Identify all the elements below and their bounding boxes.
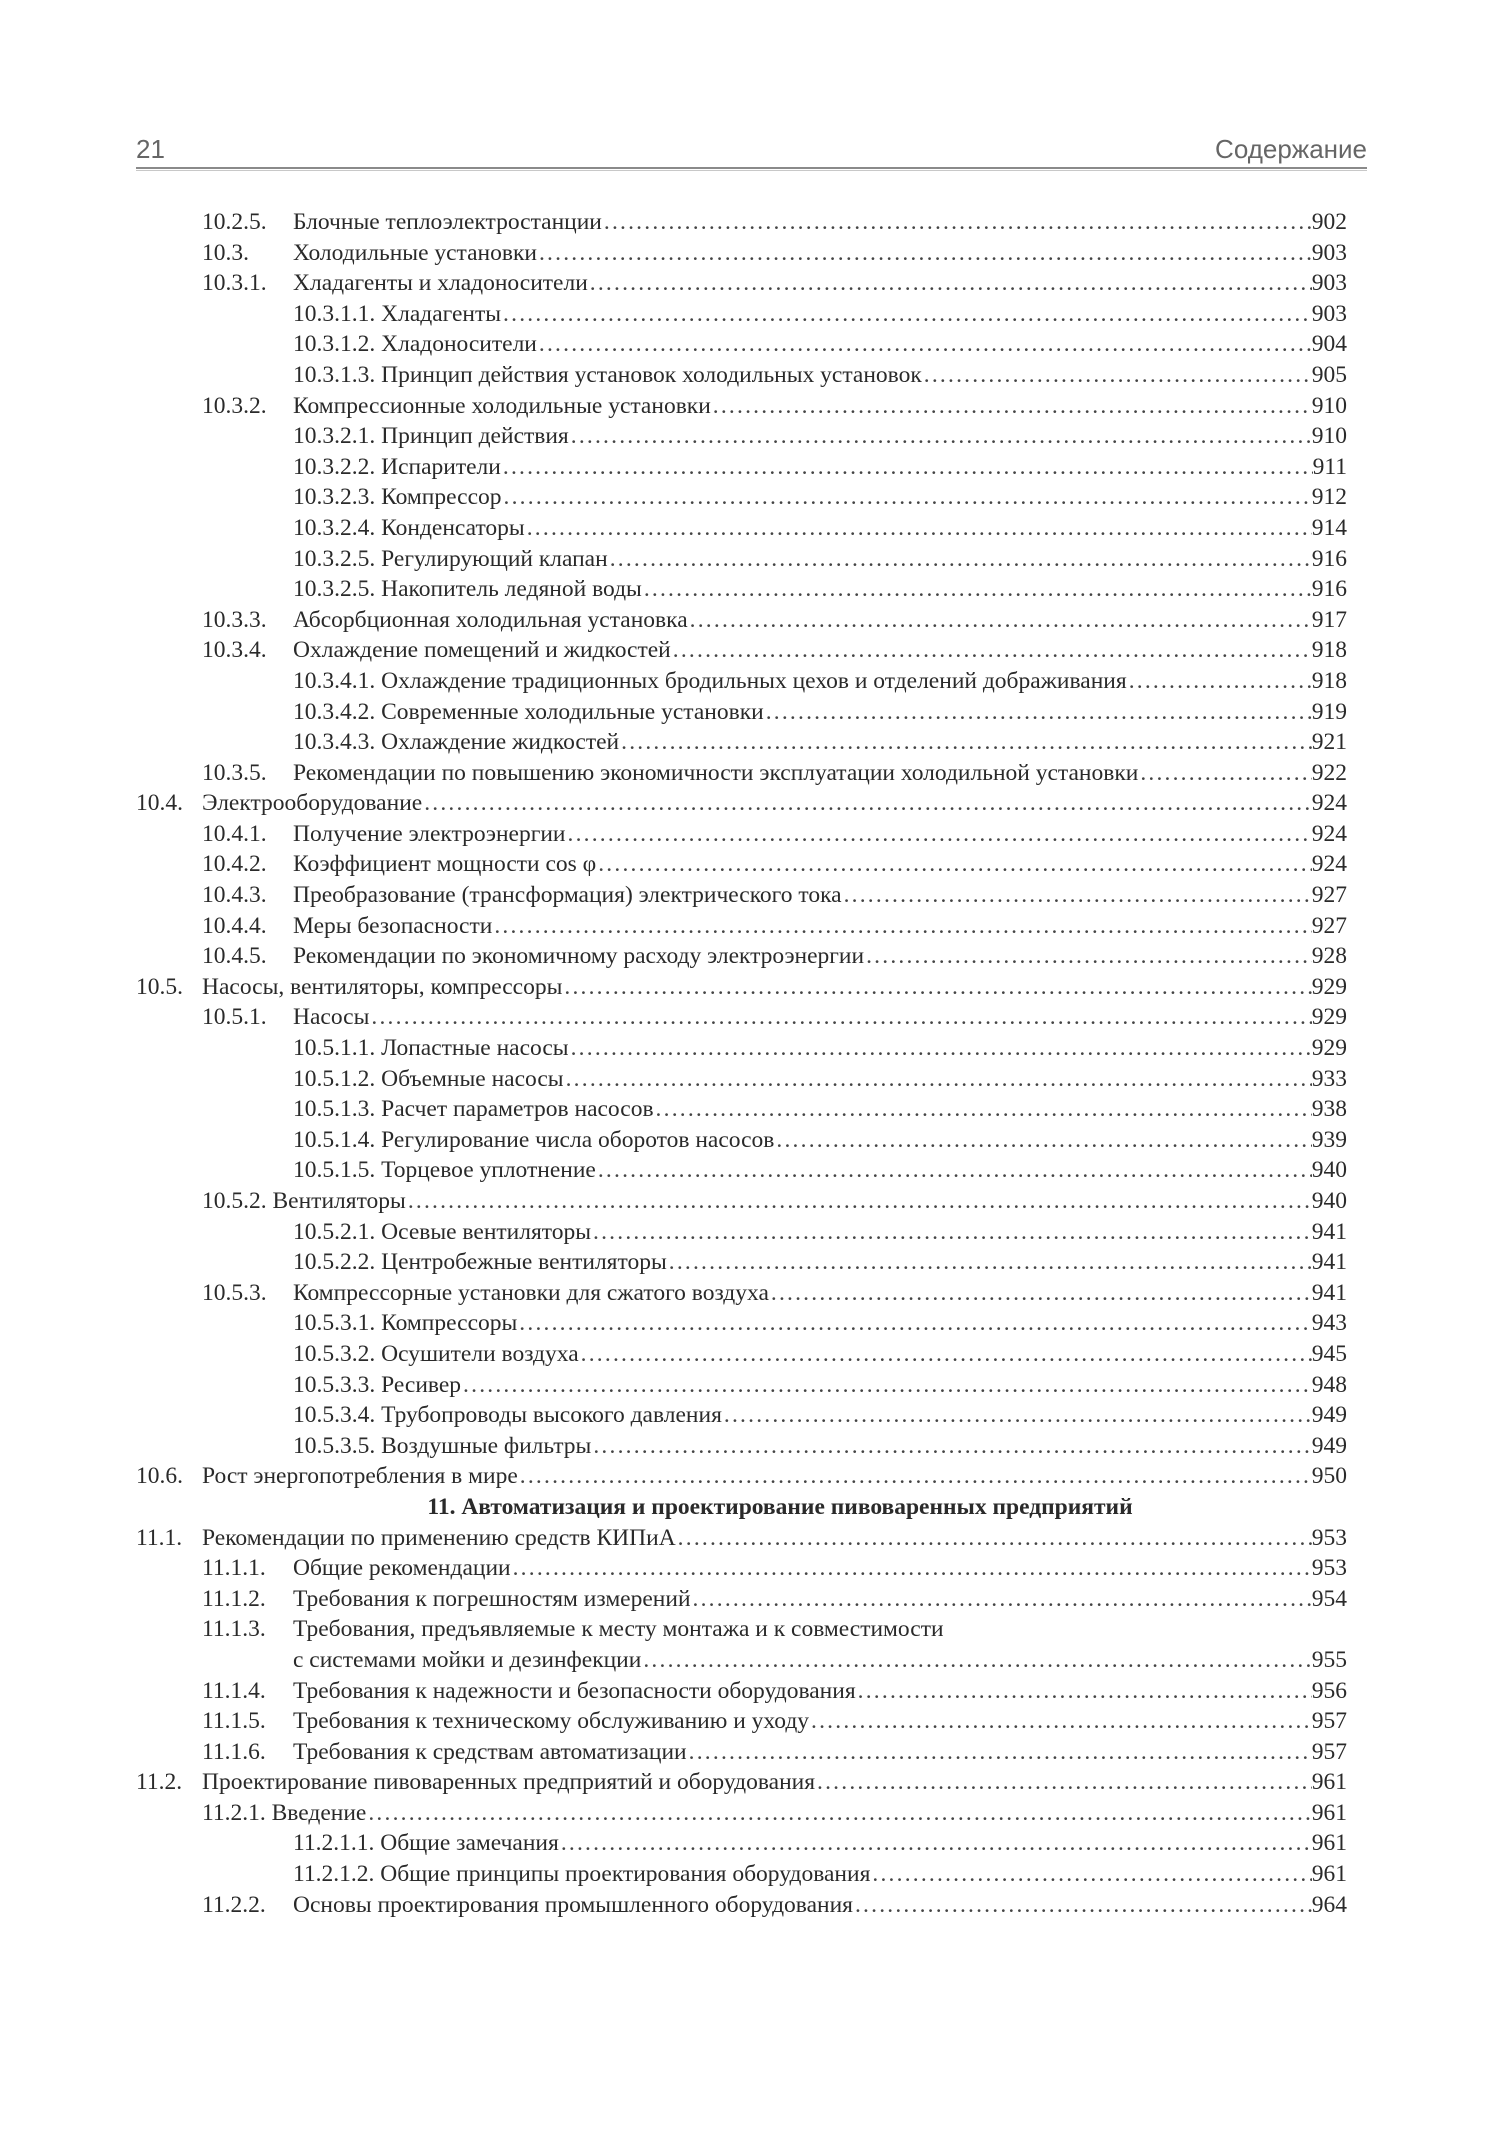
entry-number: 11.1.2. xyxy=(202,1585,266,1612)
toc-entry[interactable] xyxy=(0,635,1500,666)
entry-page-number: 961 xyxy=(1311,1769,1347,1796)
entry-title: 10.5.1.1. Лопастные насосы xyxy=(293,1035,569,1062)
toc-entry[interactable] xyxy=(0,1645,1500,1676)
dot-leader xyxy=(1138,758,1311,789)
entry-title: Требования к погрешностям измерений xyxy=(293,1585,691,1612)
dot-leader xyxy=(667,1247,1312,1278)
dot-leader xyxy=(1127,666,1312,697)
entry-title: Общие рекомендации xyxy=(293,1555,511,1582)
entry-title: 10.3.2.2. Испарители xyxy=(293,453,501,480)
dot-leader xyxy=(511,1553,1312,1584)
entry-page-number: 961 xyxy=(1311,1861,1347,1888)
dot-leader xyxy=(562,972,1311,1003)
dot-leader xyxy=(688,605,1312,636)
toc-entry[interactable] xyxy=(0,391,1500,422)
entry-page-number: 933 xyxy=(1311,1065,1347,1092)
entry-number: 10.4.1. xyxy=(202,820,267,847)
table-of-contents xyxy=(0,207,1500,1920)
toc-entry[interactable] xyxy=(0,544,1500,575)
entry-page-number: 949 xyxy=(1311,1432,1347,1459)
toc-entry[interactable] xyxy=(0,1370,1500,1401)
toc-entry[interactable] xyxy=(0,1737,1500,1768)
entry-page-number: 910 xyxy=(1311,423,1347,450)
toc-entry[interactable] xyxy=(0,482,1500,513)
toc-entry[interactable] xyxy=(0,911,1500,942)
entry-number: 10.4.2. xyxy=(202,851,267,878)
entry-page-number: 929 xyxy=(1311,973,1347,1000)
entry-title: Преобразование (трансформация) электрического тока xyxy=(293,882,842,909)
entry-title: 10.3.4.3. Охлаждение жидкостей xyxy=(293,729,620,756)
toc-entry[interactable] xyxy=(0,1890,1500,1921)
toc-entry[interactable] xyxy=(0,1186,1500,1217)
entry-title: 10.3.2.1. Принцип действия xyxy=(293,423,569,450)
dot-leader xyxy=(608,544,1312,575)
entry-title: 10.3.4.1. Охлаждение традиционных бродильных цехов и отделений дображивания xyxy=(293,667,1127,694)
dot-leader xyxy=(406,1186,1312,1217)
entry-title: 10.3.1.2. Хладоносители xyxy=(293,331,537,358)
entry-page-number: 943 xyxy=(1311,1310,1347,1337)
entry-number: 11.1.5. xyxy=(202,1708,266,1735)
running-title: Содержание xyxy=(1215,134,1367,164)
entry-page-number: 938 xyxy=(1311,1096,1347,1123)
dot-leader xyxy=(566,819,1312,850)
dot-leader xyxy=(864,941,1312,972)
entry-title: 11.2.1.2. Общие принципы проектирования оборудования xyxy=(293,1861,871,1888)
entry-page-number: 957 xyxy=(1311,1708,1347,1735)
dot-leader xyxy=(525,513,1312,544)
entry-page-number: 918 xyxy=(1311,667,1347,694)
toc-entry[interactable] xyxy=(0,972,1500,1003)
entry-page-number: 949 xyxy=(1311,1402,1347,1429)
dot-leader xyxy=(691,1584,1312,1615)
page-number: 21 xyxy=(136,134,165,164)
dot-leader xyxy=(870,1859,1311,1890)
toc-entry[interactable] xyxy=(0,758,1500,789)
toc-entry[interactable] xyxy=(0,1064,1500,1095)
toc-entry[interactable] xyxy=(0,1155,1500,1186)
entry-title: Компрессорные установки для сжатого воздуха xyxy=(293,1279,769,1306)
dot-leader xyxy=(501,452,1313,483)
dot-leader xyxy=(764,697,1312,728)
toc-entry[interactable] xyxy=(0,666,1500,697)
entry-page-number: 903 xyxy=(1311,300,1347,327)
dot-leader xyxy=(676,1523,1312,1554)
entry-title: Коэффициент мощности cos φ xyxy=(293,851,597,878)
header-rule xyxy=(136,167,1367,171)
entry-number: 10.5.1. xyxy=(202,1004,267,1031)
toc-entry[interactable] xyxy=(0,819,1500,850)
dot-leader xyxy=(769,1278,1312,1309)
toc-entry[interactable] xyxy=(0,1859,1500,1890)
dot-leader xyxy=(642,574,1312,605)
dot-leader xyxy=(537,329,1312,360)
entry-page-number: 940 xyxy=(1311,1157,1347,1184)
entry-title: 10.3.2.5. Регулирующий клапан xyxy=(293,545,608,572)
entry-title: 11.2.1.1. Общие замечания xyxy=(293,1830,559,1857)
entry-page-number: 905 xyxy=(1311,361,1347,388)
dot-leader xyxy=(559,1828,1312,1859)
entry-title: 10.5.2. Вентиляторы xyxy=(202,1188,406,1214)
toc-entry[interactable] xyxy=(0,268,1500,299)
entry-page-number: 918 xyxy=(1311,637,1347,664)
entry-page-number: 916 xyxy=(1311,545,1347,572)
entry-title: Основы проектирования промышленного оборудования xyxy=(293,1891,853,1918)
entry-title: 10.3.1.3. Принцип действия установок холодильных установок xyxy=(293,361,922,388)
toc-entry[interactable] xyxy=(0,1706,1500,1737)
entry-title: 10.5.1.3. Расчет параметров насосов xyxy=(293,1096,654,1123)
dot-leader xyxy=(687,1737,1312,1768)
entry-page-number: 929 xyxy=(1311,1004,1347,1031)
dot-leader xyxy=(501,299,1312,330)
toc-entry[interactable] xyxy=(0,360,1500,391)
entry-number: 10.4.3. xyxy=(202,882,267,909)
toc-entry[interactable] xyxy=(0,329,1500,360)
dot-leader xyxy=(722,1400,1312,1431)
dot-leader xyxy=(366,1798,1311,1829)
toc-entry[interactable] xyxy=(0,1339,1500,1370)
dot-leader xyxy=(518,1461,1312,1492)
dot-leader xyxy=(569,421,1312,452)
entry-page-number: 919 xyxy=(1311,698,1347,725)
entry-title: Меры безопасности xyxy=(293,912,493,939)
entry-number: 10.4.5. xyxy=(202,943,267,970)
entry-number: 10.3.1. xyxy=(202,270,267,297)
entry-title: Получение электроэнергии xyxy=(293,820,566,847)
entry-number: 10.6. xyxy=(136,1463,183,1490)
entry-page-number: 961 xyxy=(1311,1799,1347,1826)
entry-title: Электрооборудование xyxy=(202,790,423,817)
entry-page-number: 940 xyxy=(1311,1188,1347,1214)
entry-title: Компрессионные холодильные установки xyxy=(293,392,711,419)
toc-entry[interactable] xyxy=(0,727,1500,758)
toc-entry[interactable] xyxy=(0,1033,1500,1064)
toc-entry[interactable] xyxy=(0,421,1500,452)
toc-entry[interactable] xyxy=(0,1431,1500,1462)
dot-leader xyxy=(492,911,1311,942)
entry-title: 10.5.3.5. Воздушные фильтры xyxy=(293,1432,592,1459)
entry-title: Насосы xyxy=(293,1004,370,1031)
entry-title: Проектирование пивоваренных предприятий и оборудования xyxy=(202,1769,816,1796)
toc-entry[interactable] xyxy=(0,1798,1500,1829)
entry-title: 10.5.1.5. Торцевое уплотнение xyxy=(293,1157,596,1184)
dot-leader xyxy=(602,207,1312,238)
entry-page-number: 957 xyxy=(1311,1738,1347,1765)
entry-page-number: 902 xyxy=(1311,209,1347,235)
toc-entry[interactable] xyxy=(0,1125,1500,1156)
toc-entry[interactable] xyxy=(0,513,1500,544)
toc-entry[interactable] xyxy=(0,849,1500,880)
dot-leader xyxy=(369,1002,1311,1033)
toc-entry[interactable] xyxy=(0,605,1500,636)
entry-title: Хладагенты и хладоносители xyxy=(293,270,588,297)
entry-page-number: 953 xyxy=(1311,1555,1347,1582)
entry-title: Абсорбционная холодильная установка xyxy=(293,606,688,633)
dot-leader xyxy=(422,788,1312,819)
entry-title: Холодильные установки xyxy=(293,239,537,266)
dot-leader xyxy=(591,1217,1312,1248)
entry-number: 10.5.3. xyxy=(202,1279,267,1306)
entry-number: 10.4.4. xyxy=(202,912,267,939)
entry-title: 10.5.3.3. Ресивер xyxy=(293,1371,462,1398)
entry-page-number: 964 xyxy=(1311,1891,1347,1918)
toc-entry[interactable] xyxy=(0,697,1500,728)
entry-page-number: 927 xyxy=(1311,882,1347,909)
entry-page-number: 912 xyxy=(1311,484,1347,511)
entry-title: Рекомендации по применению средств КИПиА xyxy=(202,1524,676,1551)
entry-title: 11.2.1. Введение xyxy=(202,1799,367,1826)
entry-number: 10.3.5. xyxy=(202,759,267,786)
entry-title: Рекомендации по экономичному расходу электроэнергии xyxy=(293,943,865,970)
entry-page-number: 941 xyxy=(1311,1218,1347,1245)
entry-page-number: 941 xyxy=(1311,1249,1347,1276)
entry-title: Насосы, вентиляторы, компрессоры xyxy=(202,973,563,1000)
entry-title: 10.5.1.2. Объемные насосы xyxy=(293,1065,564,1092)
dot-leader xyxy=(517,1308,1311,1339)
entry-number: 11.1.1. xyxy=(202,1555,266,1582)
dot-leader xyxy=(564,1064,1312,1095)
entry-page-number: 945 xyxy=(1311,1340,1347,1367)
entry-page-number: 916 xyxy=(1311,576,1347,603)
toc-entry[interactable] xyxy=(0,941,1500,972)
entry-page-number: 924 xyxy=(1311,790,1347,817)
toc-entry[interactable] xyxy=(0,1461,1500,1492)
entry-number: 10.2.5. xyxy=(202,209,267,235)
dot-leader xyxy=(815,1767,1312,1798)
entry-number: 11.1.4. xyxy=(202,1677,266,1704)
entry-title: 10.5.3.2. Осушители воздуха xyxy=(293,1340,579,1367)
dot-leader xyxy=(809,1706,1312,1737)
entry-page-number: 961 xyxy=(1311,1830,1347,1857)
entry-number: 10.3. xyxy=(202,239,249,266)
entry-number: 10.4. xyxy=(136,790,183,817)
entry-number: 10.5. xyxy=(136,973,183,1000)
dot-leader xyxy=(671,635,1312,666)
dot-leader xyxy=(641,1645,1311,1676)
dot-leader xyxy=(569,1033,1312,1064)
dot-leader xyxy=(654,1094,1312,1125)
entry-number: 11.2. xyxy=(136,1769,183,1796)
entry-page-number: 956 xyxy=(1311,1677,1347,1704)
dot-leader xyxy=(502,482,1312,513)
toc-entry[interactable] xyxy=(0,207,1500,238)
entry-title: Охлаждение помещений и жидкостей xyxy=(293,637,671,664)
toc-entry[interactable] xyxy=(0,1828,1500,1859)
entry-page-number: 904 xyxy=(1311,331,1347,358)
dot-leader xyxy=(619,727,1312,758)
entry-page-number: 950 xyxy=(1311,1463,1347,1490)
entry-page-number: 910 xyxy=(1311,392,1347,419)
entry-title: Требования к техническому обслуживанию и уходу xyxy=(293,1708,810,1735)
entry-title: с системами мойки и дезинфекции xyxy=(293,1646,642,1673)
toc-entry[interactable] xyxy=(0,1400,1500,1431)
entry-title: 10.5.2.2. Центробежные вентиляторы xyxy=(293,1249,667,1276)
toc-entry[interactable] xyxy=(0,1767,1500,1798)
dot-leader xyxy=(842,880,1312,911)
entry-title: 10.3.2.5. Накопитель ледяной воды xyxy=(293,576,642,603)
entry-page-number: 903 xyxy=(1311,270,1347,297)
dot-leader xyxy=(774,1125,1311,1156)
toc-entry[interactable] xyxy=(0,1523,1500,1554)
entry-title: 10.5.1.4. Регулирование числа оборотов насосов xyxy=(293,1126,775,1153)
entry-page-number: 954 xyxy=(1311,1585,1347,1612)
dot-leader xyxy=(711,391,1312,422)
entry-number: 11.1. xyxy=(136,1524,183,1551)
toc-entry[interactable] xyxy=(0,1278,1500,1309)
entry-title: 10.3.1.1. Хладагенты xyxy=(293,300,502,327)
toc-entry[interactable] xyxy=(0,452,1500,483)
entry-page-number: 924 xyxy=(1311,851,1347,878)
toc-entry[interactable] xyxy=(0,574,1500,605)
entry-page-number: 953 xyxy=(1311,1524,1347,1551)
entry-title: Требования к средствам автоматизации xyxy=(293,1738,687,1765)
toc-entry[interactable] xyxy=(0,1308,1500,1339)
chapter-heading: 11. Автоматизация и проектирование пивоваренных предприятий xyxy=(427,1493,1133,1520)
entry-title: 10.5.3.1. Компрессоры xyxy=(293,1310,518,1337)
dot-leader xyxy=(856,1676,1312,1707)
entry-page-number: 914 xyxy=(1311,514,1347,541)
dot-leader xyxy=(579,1339,1312,1370)
entry-title: 10.3.4.2. Современные холодильные установки xyxy=(293,698,764,725)
toc-entry[interactable] xyxy=(0,1584,1500,1615)
toc-entry[interactable] xyxy=(0,1094,1500,1125)
toc-entry[interactable] xyxy=(0,1247,1500,1278)
toc-entry[interactable] xyxy=(0,1553,1500,1584)
toc-entry[interactable] xyxy=(0,1614,1500,1645)
dot-leader xyxy=(461,1370,1312,1401)
entry-page-number: 917 xyxy=(1311,606,1347,633)
toc-entry[interactable] xyxy=(0,299,1500,330)
entry-page-number: 911 xyxy=(1312,453,1347,480)
toc-entry[interactable] xyxy=(0,1217,1500,1248)
entry-page-number: 922 xyxy=(1311,759,1347,786)
dot-leader xyxy=(596,1155,1312,1186)
dot-leader xyxy=(588,268,1312,299)
dot-leader xyxy=(537,238,1312,269)
entry-title: 10.5.2.1. Осевые вентиляторы xyxy=(293,1218,592,1245)
entry-page-number: 939 xyxy=(1311,1126,1347,1153)
entry-number: 10.3.2. xyxy=(202,392,267,419)
entry-number: 11.2.2. xyxy=(202,1891,266,1918)
entry-number: 10.3.3. xyxy=(202,606,267,633)
dot-leader xyxy=(591,1431,1311,1462)
entry-title: 10.3.2.3. Компрессор xyxy=(293,484,502,511)
entry-title: Требования, предъявляемые к месту монтажа и к совместимости xyxy=(293,1616,944,1643)
entry-page-number: 921 xyxy=(1311,729,1347,756)
dot-leader xyxy=(853,1890,1312,1921)
entry-title: Рост энергопотребления в мире xyxy=(202,1463,518,1490)
toc-entry[interactable] xyxy=(0,788,1500,819)
toc-entry[interactable] xyxy=(0,880,1500,911)
entry-number: 11.1.3. xyxy=(202,1616,266,1643)
entry-page-number: 927 xyxy=(1311,912,1347,939)
toc-entry[interactable] xyxy=(0,238,1500,269)
dot-leader xyxy=(922,360,1312,391)
entry-page-number: 929 xyxy=(1311,1035,1347,1062)
entry-page-number: 941 xyxy=(1311,1279,1347,1306)
entry-number: 10.3.4. xyxy=(202,637,267,664)
entry-page-number: 924 xyxy=(1311,820,1347,847)
dot-leader xyxy=(596,849,1312,880)
entry-title: Требования к надежности и безопасности оборудования xyxy=(293,1677,856,1704)
entry-title: 10.3.2.4. Конденсаторы xyxy=(293,514,525,541)
entry-page-number: 955 xyxy=(1311,1646,1347,1673)
entry-page-number: 928 xyxy=(1311,943,1347,970)
entry-title: Рекомендации по повышению экономичности эксплуатации холодильной установки xyxy=(293,759,1139,786)
entry-number: 11.1.6. xyxy=(202,1738,266,1765)
entry-title: 10.5.3.4. Трубопроводы высокого давления xyxy=(293,1402,722,1429)
toc-entry[interactable] xyxy=(0,1002,1500,1033)
entry-title: Блочные теплоэлектростанции xyxy=(293,209,602,235)
entry-page-number: 948 xyxy=(1311,1371,1347,1398)
entry-page-number: 903 xyxy=(1311,239,1347,266)
toc-entry[interactable] xyxy=(0,1676,1500,1707)
